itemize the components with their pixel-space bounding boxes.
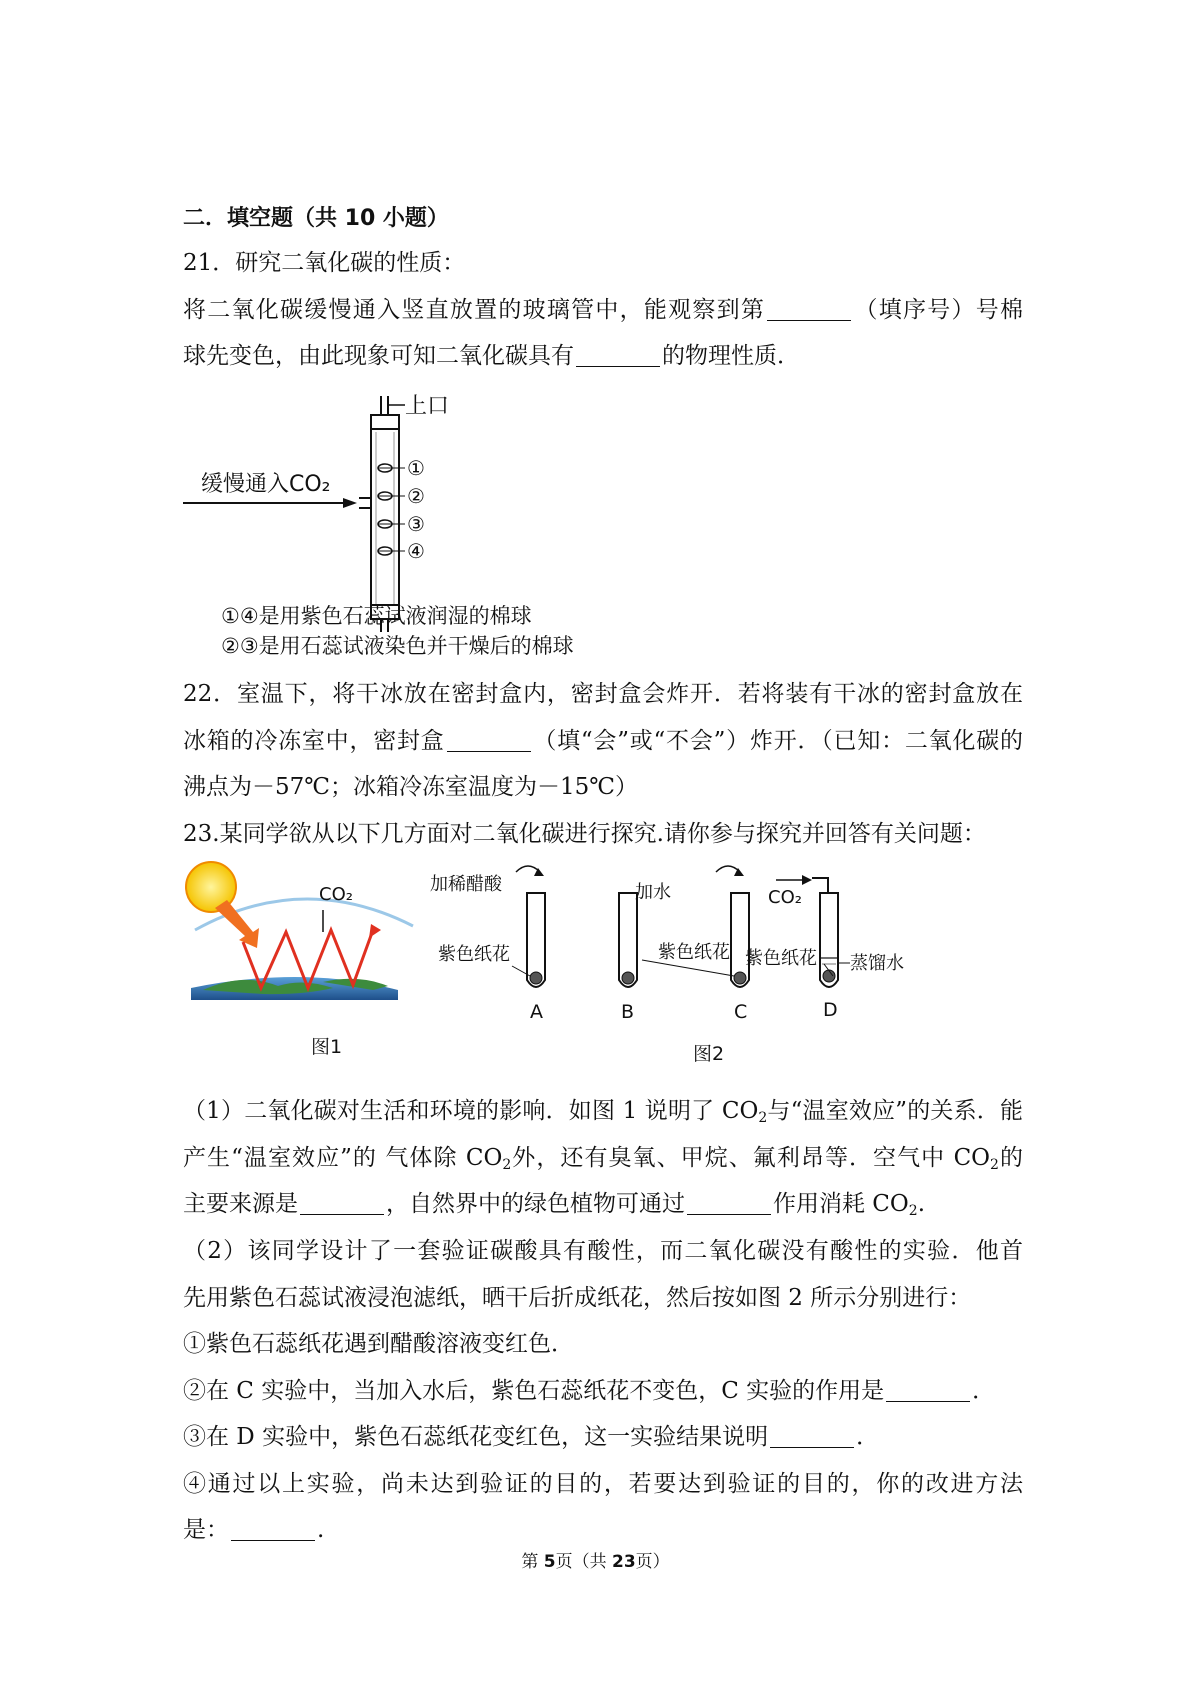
paper-flower-d (823, 970, 835, 982)
q23-step-3: ③在 D 实验中，紫色石蕊纸花变红色，这一实验结果说明 ． (183, 1424, 880, 1450)
top-label: 上口 (405, 394, 450, 419)
water-d-label: 蒸馏水 (850, 953, 904, 974)
q23-p2-line2: 先用紫色石蕊试液浸泡滤纸，晒干后折成纸花，然后按如图 2 所示分别进行： (183, 1285, 972, 1311)
q23-p1-line2: 产生“温室效应”的 气体除 $CO_2$外，还有臭氧、甲烷、氟利昂等．空气中 $CO_2$的 (183, 1145, 1024, 1173)
paper-flower-a (530, 972, 542, 984)
flower-c-label: 紫色纸花 (658, 942, 730, 963)
answer-blank[interactable] (576, 344, 660, 367)
q22-line3: 沸点为－57℃；冰箱冷冻室温度为－15℃） (183, 774, 638, 800)
flower-a-label: 紫色纸花 (438, 944, 510, 965)
marker-4: ④ (407, 539, 425, 563)
fig1-caption: 图1 (311, 1036, 343, 1058)
q23-step-5: 是： . (183, 1517, 325, 1543)
q22-line2: 冰箱的冷冻室中，密封盒 （填“会”或“不会”）炸开．（已知：二氧化碳的 (183, 728, 1023, 754)
answer-blank[interactable] (687, 1192, 771, 1215)
paper-flower-c (734, 972, 746, 984)
section-heading: 二．填空题（共 10 小题） (183, 206, 449, 231)
q23-p1-line3: 主要来源是 ，自然界中的绿色植物可通过 作用消耗 $CO_2$. (183, 1191, 925, 1219)
answer-blank[interactable] (231, 1518, 315, 1541)
q23-p1-line1: （1）二氧化碳对生活和环境的影响．如图 1 说明了 $CO_2$与“温室效应”的关系．能 (183, 1098, 1023, 1126)
figure-note-1: ①④是用紫色石蕊试液润湿的棉球 (221, 604, 532, 628)
q23-title: 23.某同学欲从以下几方面对二氧化碳进行探究.请你参与探究并回答有关问题： (183, 821, 986, 847)
answer-blank[interactable] (886, 1379, 970, 1402)
q23-step-1: ①紫色石蕊纸花遇到醋酸溶液变红色． (183, 1331, 574, 1357)
q23-p2-line1: （2）该同学设计了一套验证碳酸具有酸性，而二氧化碳没有酸性的实验．他首 (183, 1238, 1023, 1264)
tube-d-top-label: CO₂ (768, 887, 802, 908)
q21-title: 21．研究二氧化碳的性质： (183, 250, 466, 276)
q21-line1: 将二氧化碳缓慢通入竖直放置的玻璃管中，能观察到第 （填序号）号棉 (183, 297, 1024, 323)
tube-d-letter: D (823, 999, 838, 1021)
tube-b-letter: B (621, 1001, 635, 1023)
answer-blank[interactable] (770, 1425, 854, 1448)
tube-c-top-label: 加水 (635, 882, 671, 903)
tube-a-top-label: 加稀醋酸 (430, 874, 502, 895)
q22-line1: 22．室温下，将干冰放在密封盒内，密封盒会炸开．若将装有干冰的密封盒放在 (183, 681, 1023, 707)
fig2-caption: 图2 (693, 1043, 725, 1065)
tube-c-letter: C (734, 1001, 748, 1023)
figure-note-2: ②③是用石蕊试液染色并干燥后的棉球 (221, 634, 574, 658)
answer-blank[interactable] (447, 729, 531, 752)
q23-step-4: ④通过以上实验，尚未达到验证的目的，若要达到验证的目的，你的改进方法 (183, 1471, 1023, 1497)
flower-d-label: 紫色纸花 (745, 948, 817, 969)
fig1-co2-label: CO₂ (319, 884, 353, 905)
q21-tube-figure (183, 388, 643, 658)
answer-blank[interactable] (767, 298, 851, 321)
paper-flower-b (622, 972, 634, 984)
q23-fig1-greenhouse (183, 860, 428, 1065)
answer-blank[interactable] (300, 1192, 384, 1215)
q23-fig2-test-tubes (430, 860, 990, 1070)
page-footer: 第 5页（共 23页） (521, 1552, 670, 1572)
q23-step-2: ②在 C 实验中，当加入水后，紫色石蕊纸花不变色，C 实验的作用是 ． (183, 1378, 996, 1404)
q21-line2: 球先变色，由此现象可知二氧化碳具有 的物理性质． (183, 343, 800, 369)
marker-2: ② (407, 484, 425, 508)
marker-1: ① (407, 456, 425, 480)
inlet-label: 缓慢通入CO₂ (201, 472, 331, 497)
tube-a-letter: A (530, 1001, 543, 1023)
marker-3: ③ (407, 512, 425, 536)
